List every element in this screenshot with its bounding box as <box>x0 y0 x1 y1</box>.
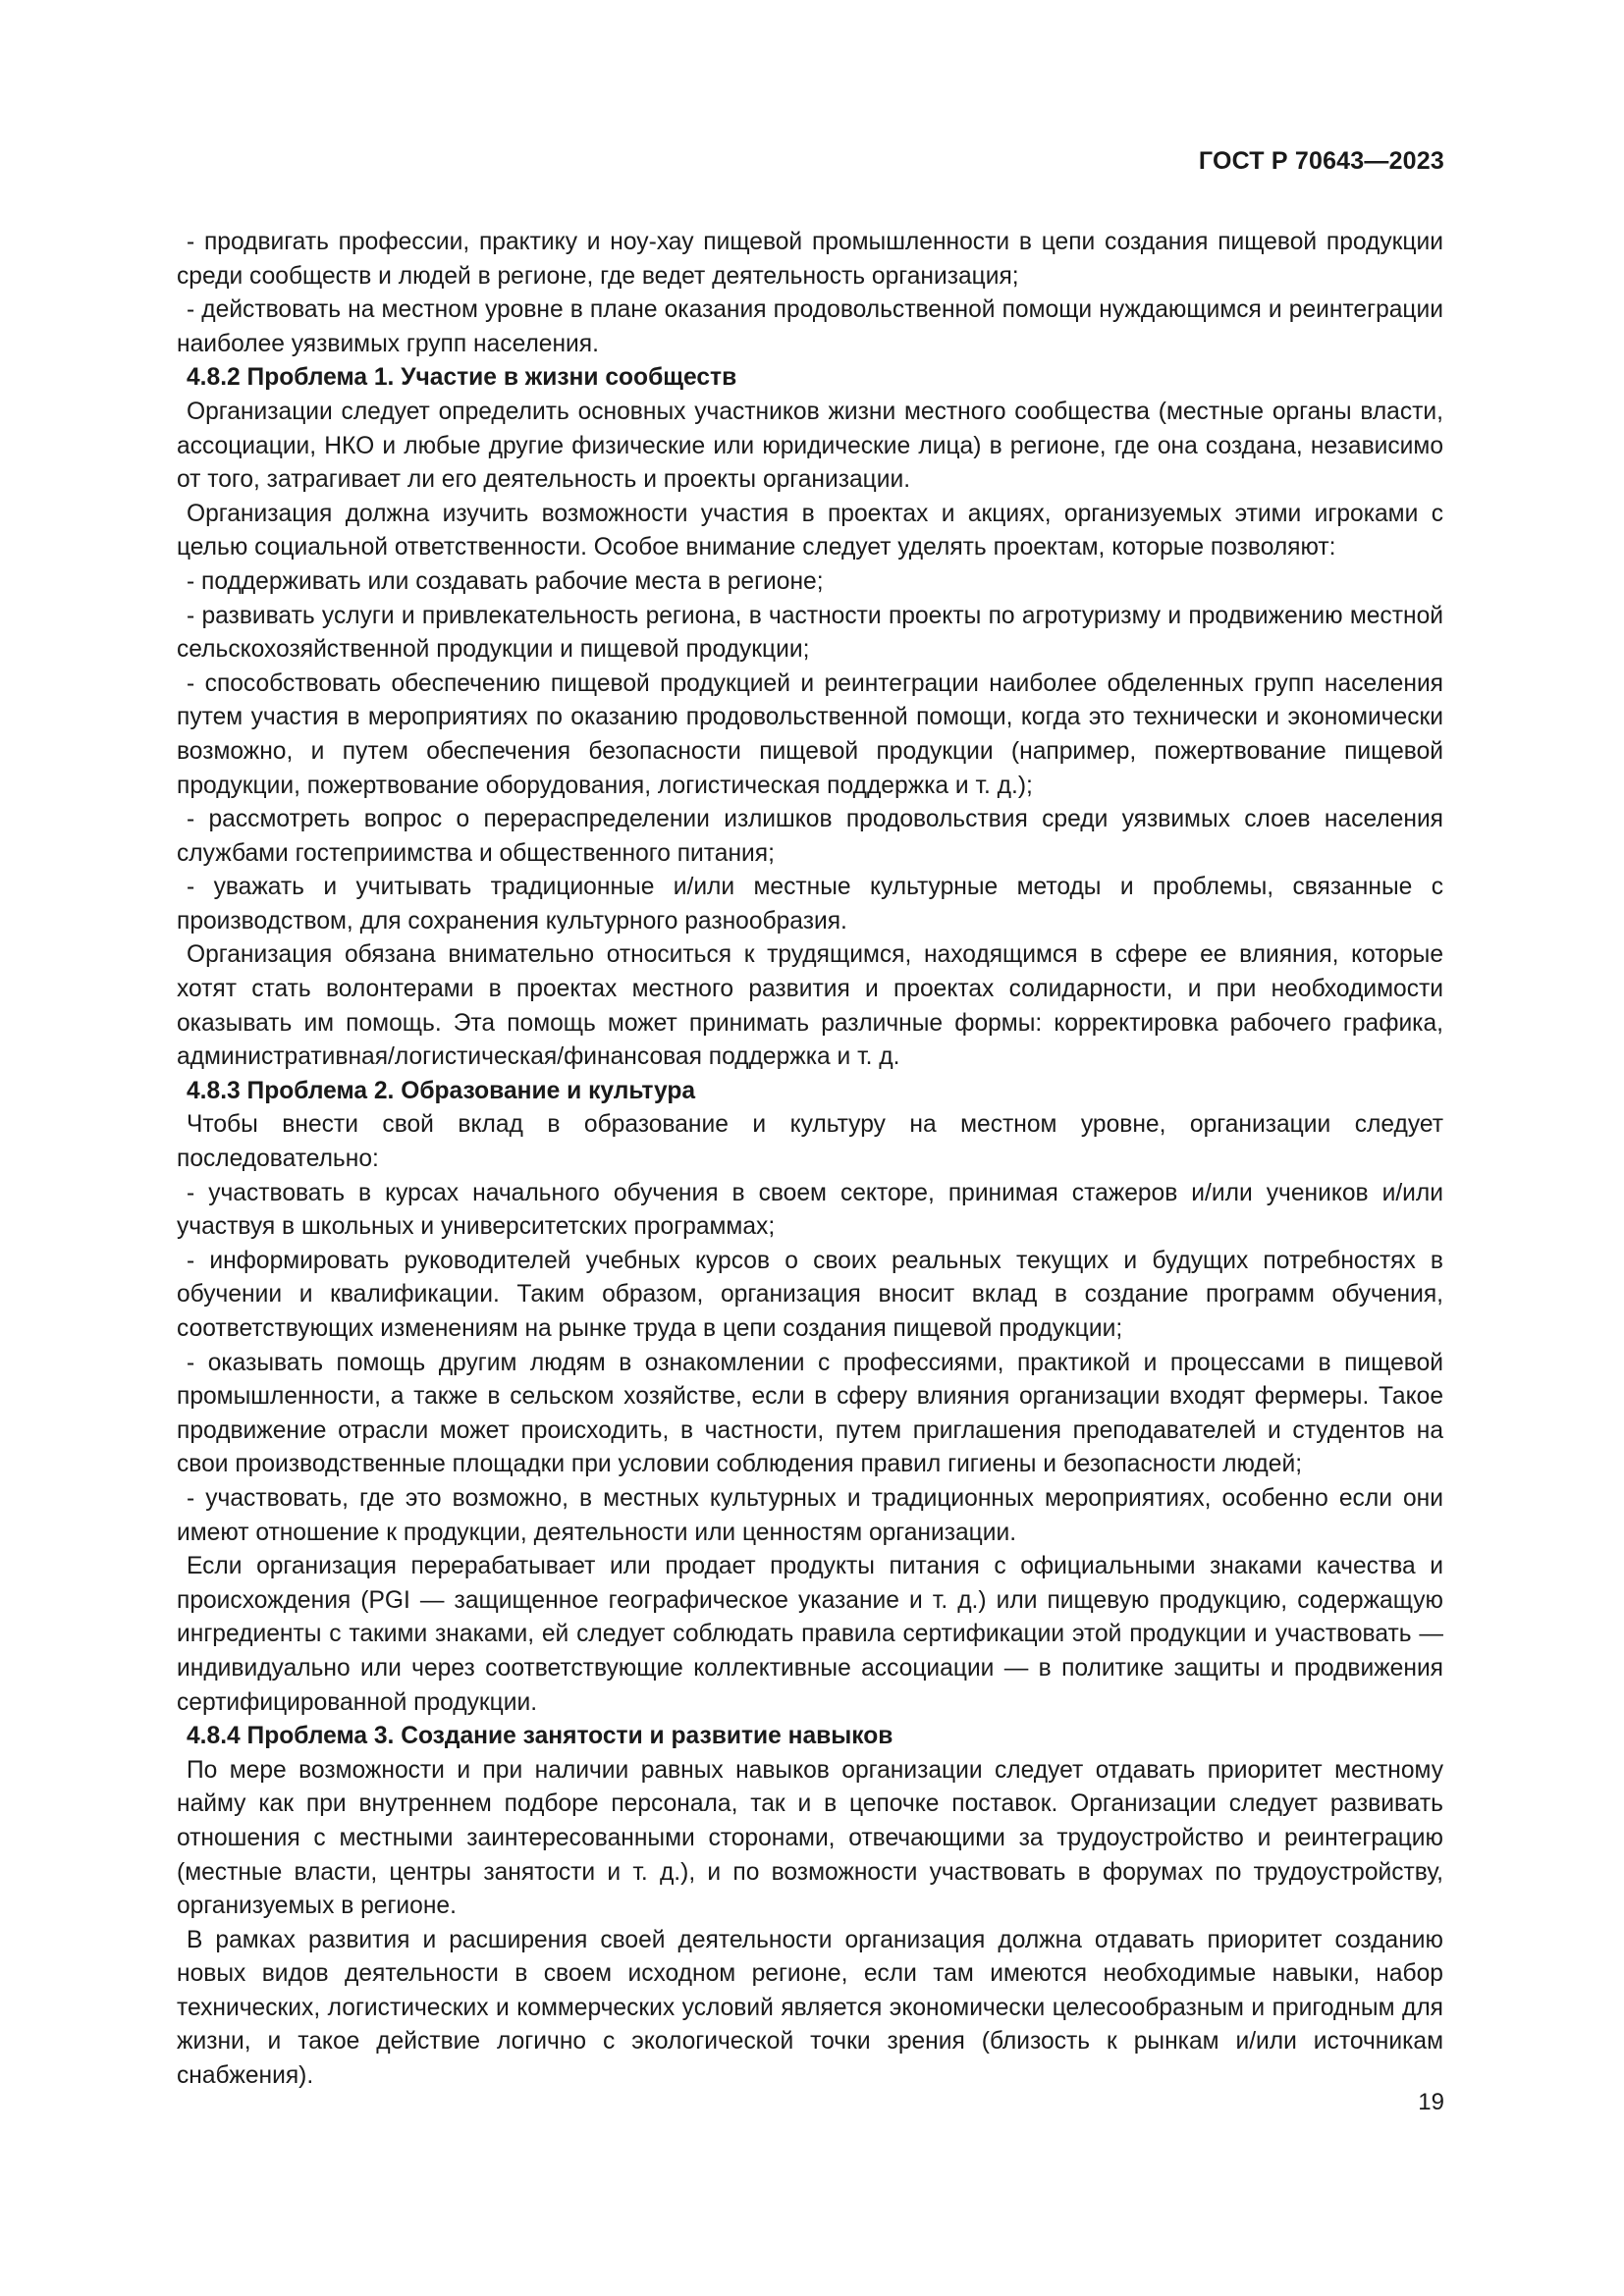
list-item: - информировать руководителей учебных курсов о своих реальных текущих и будущих потребностях в обучении и квалификации. Таким образом, организация вносит вклад в создание программ обучения, соответствующих изменениям на рынке труда в цепи создания пищевой продукции; <box>177 1247 1443 1342</box>
section-heading: 4.8.3 Проблема 2. Образование и культура <box>187 1077 696 1104</box>
list-item: - продвигать профессии, практику и ноу-хау пищевой промышленности в цепи создания пищевой продукции среди сообществ и людей в регионе, где ведет деятельность организация; <box>177 229 1443 290</box>
list-item: - рассмотреть вопрос о перераспределении излишков продовольствия среди уязвимых слоев населения службами гостеприимства и общественного питания; <box>177 806 1443 867</box>
list-item: - участвовать в курсах начального обучения в своем секторе, принимая стажеров и/или учеников и/или участвуя в школьных и университетских программах; <box>177 1179 1443 1241</box>
paragraph: В рамках развития и расширения своей деятельности организация должна отдавать приоритет созданию новых видов деятельности в своем исходном регионе, если там имеются необходимые навыки, набор технических, логистических и коммерческих условий является экономически целесообразным и пригодным для жизни, и такое действие логично с экологической точки зрения (близость к рынкам и/или источникам снабжения). <box>177 1926 1443 2090</box>
paragraph: Организации следует определить основных участников жизни местного сообщества (местные органы власти, ассоциации, НКО и любые другие физические или юридические лица) в регионе, где она создана, независимо от того, затрагивает ли его деятельность и проекты организации. <box>177 398 1443 494</box>
list-item: - оказывать помощь другим людям в ознакомлении с профессиями, практикой и процессами в пищевой промышленности, а также в сельском хозяйстве, если в сферу влияния организации входят фермеры. Такое продвижение отрасли может происходить, в частности, путем приглашения преподавателей и студентов на свои производственные площадки при условии соблюдения правил гигиены и безопасности людей; <box>177 1349 1443 1478</box>
list-item: - развивать услуги и привлекательность региона, в частности проекты по агротуризму и продвижению местной сельскохозяйственной продукции и пищевой продукции; <box>177 602 1443 664</box>
list-item: - способствовать обеспечению пищевой продукцией и реинтеграции наиболее обделенных групп населения путем участия в мероприятиях по оказанию продовольственной помощи, когда это технически и экономически возможно, и путем обеспечения безопасности пищевой продукции (например, пожертвование пищевой продукции, пожертвование оборудования, логистическая поддержка и т. д.); <box>177 669 1443 799</box>
paragraph: Организация должна изучить возможности участия в проектах и акциях, организуемых этими игроками с целью социальной ответственности. Особое внимание следует уделять проектам, которые позволяют: <box>177 500 1443 561</box>
list-item: - поддерживать или создавать рабочие места в регионе; <box>187 567 824 595</box>
paragraph: Чтобы внести свой вклад в образование и культуру на местном уровне, организации следует последовательно: <box>177 1111 1443 1173</box>
section-heading: 4.8.4 Проблема 3. Создание занятости и развитие навыков <box>187 1723 893 1750</box>
list-item: - участвовать, где это возможно, в местных культурных и традиционных мероприятиях, особенно если они имеют отношение к продукции, деятельности или ценностям организации. <box>177 1484 1443 1546</box>
page-number: 19 <box>1418 2089 1444 2115</box>
paragraph: По мере возможности и при наличии равных навыков организации следует отдавать приоритет местному найму как при внутреннем подборе персонала, так и в цепочке поставок. Организации следует развивать отношения с местными заинтересованными сторонами, отвечающими за трудоустройство и реинтеграцию (местные власти, центры занятости и т. д.), и по возможности участвовать в форумах по трудоустройству, организуемых в регионе. <box>177 1756 1443 1920</box>
paragraph: Организация обязана внимательно относиться к трудящимся, находящимся в сфере ее влияния, которые хотят стать волонтерами в проектах местного развития и проектах солидарности, и при необходимости оказывать им помощь. Эта помощь может принимать различные формы: корректировка рабочего графика, административная/логистическая/финансовая поддержка и т. д. <box>177 941 1443 1071</box>
list-item: - действовать на местном уровне в плане оказания продовольственной помощи нуждающимся и реинтеграции наиболее уязвимых групп населения. <box>177 296 1443 357</box>
paragraph: Если организация перерабатывает или продает продукты питания с официальными знаками качества и происхождения (PGI — защищенное географическое указание и т. д.) или пищевую продукцию, содержащую ингредиенты с такими знаками, ей следует соблюдать правила сертификации этой продукции и участвовать — индивидуально или через соответствующие коллективные ассоциации — в политике защиты и продвижения сертифицированной продукции. <box>177 1553 1443 1716</box>
document-body <box>177 226 1443 2094</box>
section-heading: 4.8.2 Проблема 1. Участие в жизни сообществ <box>187 364 737 392</box>
document-standard-id: ГОСТ Р 70643—2023 <box>1198 147 1444 175</box>
list-item: - уважать и учитывать традиционные и/или местные культурные методы и проблемы, связанные с производством, для сохранения культурного разнообразия. <box>177 874 1443 934</box>
